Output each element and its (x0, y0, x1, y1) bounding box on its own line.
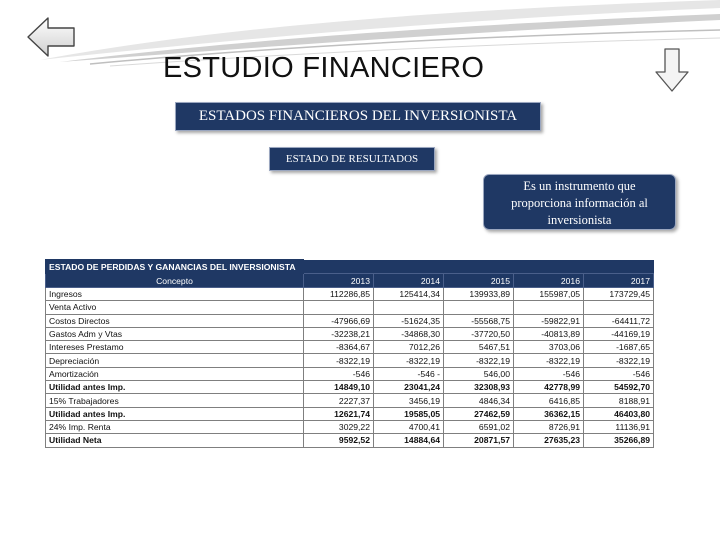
row-label: Utilidad Neta (46, 434, 304, 447)
column-header: 2016 (514, 274, 584, 288)
table-cell: 8726,91 (514, 420, 584, 433)
table-header-row (46, 274, 654, 288)
table-row (46, 407, 654, 420)
table-row (46, 354, 654, 367)
column-header: 2013 (304, 274, 374, 288)
table-cell: 125414,34 (374, 288, 444, 301)
table-cell: 5467,51 (444, 341, 514, 354)
table-cell: -37720,50 (444, 327, 514, 340)
table-cell: -8322,19 (584, 354, 654, 367)
table-title-row (46, 260, 654, 274)
table-cell: -546 - (374, 367, 444, 380)
table-row (46, 341, 654, 354)
table-row (46, 434, 654, 447)
table-cell (584, 301, 654, 314)
table-cell: 20871,57 (444, 434, 514, 447)
table-cell (304, 301, 374, 314)
table-row (46, 394, 654, 407)
column-header: 2014 (374, 274, 444, 288)
row-label: Ingresos (46, 288, 304, 301)
income-statement-table (45, 259, 654, 448)
table-cell: 27635,23 (514, 434, 584, 447)
table-cell: 42778,99 (514, 381, 584, 394)
table-row (46, 301, 654, 314)
table-row (46, 288, 654, 301)
table-cell (444, 301, 514, 314)
table-cell: -8322,19 (444, 354, 514, 367)
table-cell: 546,00 (444, 367, 514, 380)
table-cell: 4700,41 (374, 420, 444, 433)
table-cell: 12621,74 (304, 407, 374, 420)
table-row (46, 420, 654, 433)
row-label: Gastos Adm y Vtas (46, 327, 304, 340)
table-cell: 11136,91 (584, 420, 654, 433)
table-cell: 155987,05 (514, 288, 584, 301)
table-cell: 14849,10 (304, 381, 374, 394)
table-cell: 19585,05 (374, 407, 444, 420)
subsection-header: ESTADO DE RESULTADOS (269, 147, 435, 171)
row-label: Utilidad antes Imp. (46, 381, 304, 394)
table-cell: -8322,19 (304, 354, 374, 367)
table-cell: 3456,19 (374, 394, 444, 407)
table-cell: 4846,34 (444, 394, 514, 407)
table-cell: 173729,45 (584, 288, 654, 301)
table-cell: -44169,19 (584, 327, 654, 340)
table-cell: -1687,65 (584, 341, 654, 354)
table-row (46, 367, 654, 380)
table-cell: 9592,52 (304, 434, 374, 447)
table-row (46, 381, 654, 394)
table-cell: -34868,30 (374, 327, 444, 340)
table-cell: 6591,02 (444, 420, 514, 433)
table-cell: -40813,89 (514, 327, 584, 340)
table-cell: 14884,64 (374, 434, 444, 447)
table-cell: -51624,35 (374, 314, 444, 327)
table-cell: 7012,26 (374, 341, 444, 354)
table-cell: 32308,93 (444, 381, 514, 394)
table-cell: 46403,80 (584, 407, 654, 420)
callout-line: inversionista (547, 213, 612, 227)
row-label: Utilidad antes Imp. (46, 407, 304, 420)
table-row (46, 327, 654, 340)
table-cell: 54592,70 (584, 381, 654, 394)
table-cell: 8188,91 (584, 394, 654, 407)
info-callout (483, 174, 676, 230)
row-label: Amortización (46, 367, 304, 380)
table-cell: -32238,21 (304, 327, 374, 340)
column-header: 2017 (584, 274, 654, 288)
table-cell (514, 301, 584, 314)
table-cell: -8322,19 (514, 354, 584, 367)
row-label: Venta Activo (46, 301, 304, 314)
left-arrow-icon[interactable] (26, 16, 76, 58)
row-label: 24% Imp. Renta (46, 420, 304, 433)
callout-line: Es un instrumento que (523, 179, 636, 193)
table-cell (374, 301, 444, 314)
table-cell: 36362,15 (514, 407, 584, 420)
table-cell: 6416,85 (514, 394, 584, 407)
table-cell: -8322,19 (374, 354, 444, 367)
table-cell: 35266,89 (584, 434, 654, 447)
table-title: ESTADO DE PERDIDAS Y GANANCIAS DEL INVERSIONISTA (46, 260, 304, 274)
table-cell: -59822,91 (514, 314, 584, 327)
callout-line: proporciona información al (511, 196, 648, 210)
table-cell: 139933,89 (444, 288, 514, 301)
table-cell: 27462,59 (444, 407, 514, 420)
column-header: 2015 (444, 274, 514, 288)
section-header: ESTADOS FINANCIEROS DEL INVERSIONISTA (175, 102, 541, 131)
table-cell: -546 (304, 367, 374, 380)
down-arrow-icon[interactable] (655, 48, 689, 92)
row-label: Intereses Prestamo (46, 341, 304, 354)
table-cell: -64411,72 (584, 314, 654, 327)
table-cell: -546 (584, 367, 654, 380)
table-cell: 3703,06 (514, 341, 584, 354)
column-header: Concepto (46, 274, 304, 288)
page-title: ESTUDIO FINANCIERO (163, 52, 485, 84)
table-cell: 23041,24 (374, 381, 444, 394)
table-cell: 3029,22 (304, 420, 374, 433)
table-row (46, 314, 654, 327)
row-label: Costos Directos (46, 314, 304, 327)
row-label: Depreciación (46, 354, 304, 367)
table-cell: 2227,37 (304, 394, 374, 407)
table-cell: -8364,67 (304, 341, 374, 354)
table-cell: 112286,85 (304, 288, 374, 301)
table-cell: -546 (514, 367, 584, 380)
table-cell: -47966,69 (304, 314, 374, 327)
row-label: 15% Trabajadores (46, 394, 304, 407)
table-cell: -55568,75 (444, 314, 514, 327)
